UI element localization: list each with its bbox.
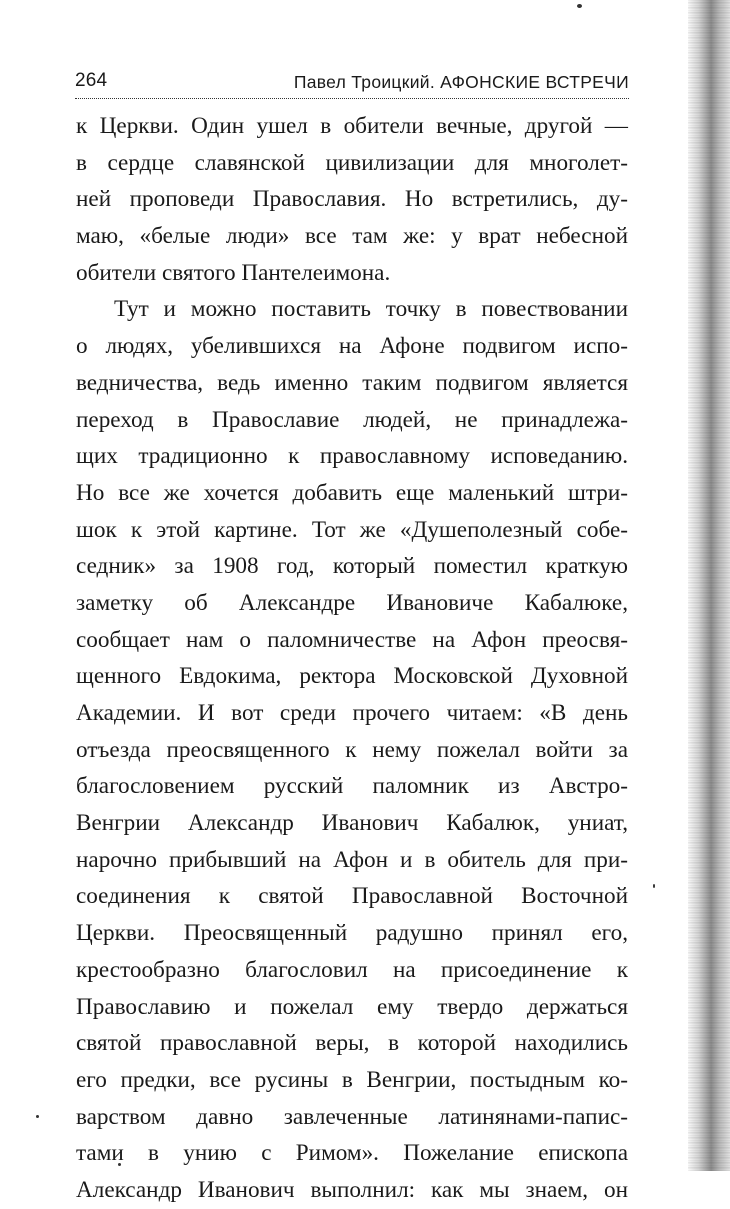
text-line: к Церкви. Один ушел в обители вечные, другой — xyxy=(76,113,628,139)
text-line: крестообразно благословил на присоединение к xyxy=(76,956,628,983)
text-line: заметку об Александре Ивановиче Кабалюке, xyxy=(76,589,628,616)
running-title: Павел Троицкий. АФОНСКИЕ ВСТРЕЧИ xyxy=(293,72,629,92)
text-line: маю, «белые люди» все там же: у врат небесной xyxy=(76,223,628,250)
text-line: нарочно прибывший на Афон и в обитель для при- xyxy=(76,846,628,873)
text-line: седник» за 1908 год, который поместил краткую xyxy=(76,553,628,580)
text-line: сообщает нам о паломничестве на Афон преосвя- xyxy=(76,626,628,653)
text-line: обители святого Пантелеимона. xyxy=(76,259,391,286)
text-line: его предки, все русины в Венгрии, постыдным ко- xyxy=(76,1066,628,1093)
text-line: святой православной веры, в которой находились xyxy=(76,1030,628,1057)
text-line: ведничества, ведь именно таким подвигом является xyxy=(76,369,628,396)
book-spine-shadow xyxy=(688,0,730,1171)
text-line: соединения к святой Православной Восточной xyxy=(76,883,628,910)
text-line: в сердце славянской цивилизации для многолет- xyxy=(76,149,628,176)
text-line: Церкви. Преосвященный радушно принял его, xyxy=(76,920,628,947)
body-text xyxy=(76,108,628,1209)
text-line: отъезда преосвященного к нему пожелал войти за xyxy=(76,736,628,763)
text-line: благословением русский паломник из Австро- xyxy=(76,773,628,800)
text-line: щих традиционно к православному исповеданию. xyxy=(76,443,628,470)
text-line: варством давно завлеченные латинянами-папис- xyxy=(76,1103,628,1130)
text-line: переход в Православие людей, не принадлежа- xyxy=(76,406,628,433)
text-line: Академии. И вот среди прочего читаем: «В день xyxy=(76,700,628,726)
text-line: щенного Евдокима, ректора Московской Духовной xyxy=(76,663,628,690)
scan-speck xyxy=(577,4,582,8)
text-line: ней проповеди Православия. Но встретились, ду- xyxy=(76,186,628,213)
text-line: шок к этой картине. Тот же «Душеполезный собе- xyxy=(76,516,628,543)
text-line: тами в унию с Римом». Пожелание епископа xyxy=(76,1140,628,1167)
page-number: 264 xyxy=(75,70,108,91)
scan-speck xyxy=(653,884,655,888)
running-head xyxy=(75,66,629,99)
scan-speck xyxy=(36,1115,39,1118)
text-line: Александр Иванович выполнил: как мы знаем, он xyxy=(76,1176,628,1203)
text-line: Но все же хочется добавить еще маленький штри- xyxy=(76,479,628,506)
text-line: Венгрии Александр Иванович Кабалюк, униат, xyxy=(76,810,628,837)
text-line: о людях, убелившихся на Афоне подвигом испо- xyxy=(76,333,628,360)
paragraph-first-line: Тут и можно поставить точку в повествовании xyxy=(114,296,628,323)
text-line: Православию и пожелал ему твердо держаться xyxy=(76,993,628,1020)
